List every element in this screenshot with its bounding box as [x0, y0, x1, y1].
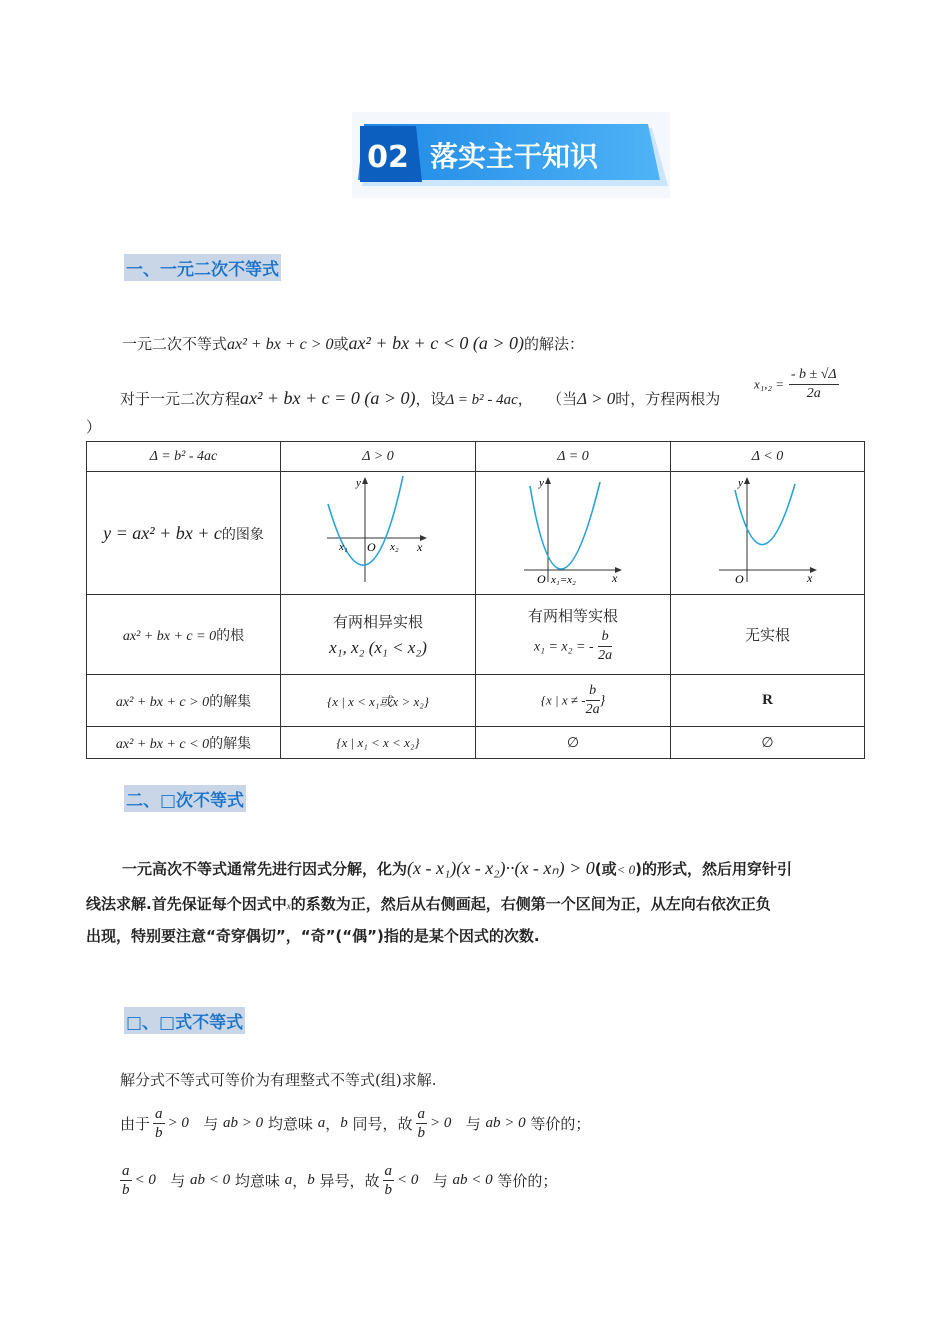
section-heading-2: 二、□次不等式 [124, 785, 246, 812]
math-numerator: a [417, 1105, 426, 1122]
math-ab-positive: ab > 0 [485, 1114, 526, 1131]
high-degree-line-3: 出现，特别要注意“奇穿偶切”，“奇”(“偶”)指的是某个因式的次数. [86, 927, 540, 945]
double-root-label: x₁=x₂ [551, 574, 576, 586]
math-function: y = ax² + bx + c [103, 522, 222, 543]
math-numerator: b [598, 628, 612, 647]
math-set-rhs: } [599, 693, 606, 709]
math-denominator: 2a [598, 647, 613, 663]
fraction [586, 682, 600, 719]
origin-label: O [367, 540, 376, 554]
math-ab-negative: ab < 0 [452, 1171, 493, 1188]
text: (或 [594, 860, 617, 878]
math-denominator: b [417, 1124, 426, 1141]
math-gt0: > 0 [167, 1114, 189, 1131]
fraction [416, 1105, 428, 1142]
math-discriminant: Δ = b² - 4ac [445, 392, 518, 408]
fraction [598, 628, 612, 665]
math-numerator: a [384, 1162, 392, 1179]
math-numerator: b [586, 682, 600, 701]
graph-cell-zero [476, 472, 671, 595]
parabola-graph-no-roots [713, 474, 823, 588]
header-cell: Δ > 0 [281, 442, 476, 472]
text: 时，方程两根为 [615, 390, 721, 408]
parabola-graph-two-roots [323, 474, 433, 588]
math-denominator: 2a [585, 702, 600, 717]
high-degree-line-1 [122, 858, 792, 879]
paren-close: ） [86, 418, 102, 436]
gt-cell-negative: R [671, 675, 865, 727]
text: 与 [170, 1171, 186, 1190]
fraction [383, 1162, 395, 1199]
text: 的解集 [209, 735, 252, 752]
root-label-x1: x₁ [339, 541, 348, 553]
section-banner [352, 112, 670, 198]
text-or: 或 [333, 335, 349, 353]
math-factored-form: (x - x₁)(x - x₂)··(x - xₙ) > 0 [407, 858, 595, 878]
text: )的形式，然后用穿针引 [635, 860, 792, 878]
math-denominator: b [155, 1124, 163, 1141]
fraction-intro-line: 解分式不等式可等价为有理整式不等式(组)求解. [120, 1071, 437, 1089]
lt-cell-negative: ∅ [671, 727, 865, 759]
text: ，设 [415, 390, 446, 408]
graph-cell-positive [281, 472, 476, 595]
math-ab-positive: ab > 0 [223, 1114, 264, 1131]
math-inequality-1: ax² + bx + c > 0 [227, 336, 334, 353]
graph-cell-negative [671, 472, 865, 595]
roots-cell-positive [281, 595, 476, 675]
text: 有两相异实根 [332, 613, 423, 631]
text: 一元二次不等式 [122, 335, 228, 353]
math-gt0: > 0 [430, 1114, 452, 1131]
axis-label-y: y [539, 477, 544, 489]
graph-label-cell [87, 472, 281, 595]
axis-label-y: y [737, 477, 743, 489]
banner-title: 落实主干知识 [430, 140, 599, 173]
text: ， [517, 390, 533, 408]
high-degree-line-2 [86, 893, 771, 914]
math-equation: ax² + bx + c = 0 [122, 628, 217, 644]
math-b: b [340, 1114, 348, 1131]
parabola-graph-double-root [518, 474, 628, 588]
fraction-rule-negative [120, 1156, 557, 1204]
roots-fraction [789, 366, 839, 403]
banner-number: 02 [367, 140, 409, 175]
text: 等价的； [530, 1114, 591, 1133]
table-header-row [87, 442, 865, 472]
text: 线法求解.首先保证每个因式中 [86, 895, 287, 913]
text: 均意味 [267, 1114, 313, 1133]
intro-line [122, 333, 584, 354]
lt-cell-zero: ∅ [476, 727, 671, 759]
origin-label: O [734, 572, 744, 586]
math-roots-lhs: x₁ = x₂ = - [533, 639, 594, 654]
text: 等价的； [497, 1171, 558, 1190]
text: 的根 [216, 627, 245, 644]
math-inequality: ax² + bx + c > 0 [115, 694, 210, 710]
header-cell: Δ = b² - 4ac [87, 442, 281, 472]
quadratic-table [86, 441, 865, 759]
math-roots: x₁, x₂ (x₁ < x₂) [329, 638, 427, 657]
text: 均意味 [234, 1171, 280, 1190]
math-inequality: ax² + bx + c < 0 [115, 736, 210, 752]
text: 与 [432, 1171, 448, 1190]
text: 对于一元二次方程 [120, 390, 241, 408]
text: 一元高次不等式通常先进行因式分解，化为 [122, 860, 408, 878]
table-row-graph [87, 472, 865, 595]
roots-formula [754, 366, 839, 403]
math-numerator: a [122, 1162, 130, 1179]
math-numerator: a [155, 1105, 163, 1122]
text: （当 [547, 390, 578, 408]
fraction-rule-positive [120, 1099, 590, 1147]
text: 由于 [120, 1114, 151, 1133]
math-ab-negative: ab < 0 [189, 1171, 231, 1188]
axis-label-y: y [356, 477, 361, 489]
math-lt0: < 0 [134, 1171, 156, 1188]
table-row-gt [87, 675, 865, 727]
text: ， [325, 1114, 341, 1133]
text: ， [292, 1171, 308, 1190]
axis-label-x: x [417, 540, 423, 554]
text: 的解集 [209, 693, 252, 710]
math-b: b [307, 1171, 315, 1188]
math-denominator: 2a [806, 386, 821, 401]
text: 同号，故 [352, 1114, 413, 1133]
equation-line [120, 388, 720, 409]
math-lt0: < 0 [397, 1171, 419, 1188]
math-lt0: < 0 [616, 862, 636, 877]
text: 异号，故 [319, 1171, 380, 1190]
text: 有两相等实根 [527, 606, 618, 625]
math-x: x [286, 901, 291, 911]
origin-label: O [537, 572, 546, 586]
header-cell: Δ = 0 [476, 442, 671, 472]
roots-cell-zero [476, 595, 671, 675]
math-condition: Δ > 0 [577, 389, 616, 408]
gt-label-cell [87, 675, 281, 727]
fraction [120, 1162, 132, 1199]
section-heading-3: □、□式不等式 [124, 1007, 245, 1034]
math-denominator: b [122, 1181, 130, 1198]
lt-cell-positive: {x | x₁ < x < x₂} [281, 727, 476, 759]
text: 与 [203, 1114, 219, 1133]
math-a: a [317, 1114, 326, 1131]
math-set-lhs: {x | x ≠ - [540, 692, 586, 708]
math-equation: ax² + bx + c = 0 (a > 0) [240, 388, 416, 408]
math-roots-lhs: x₁,₂ = [754, 376, 785, 392]
gt-cell-zero [476, 675, 671, 727]
table-row-lt [87, 727, 865, 759]
math-numerator: - b ± √Δ [789, 366, 839, 385]
root-label-x2: x₂ [390, 541, 399, 553]
math-denominator: b [384, 1181, 392, 1198]
axis-label-x: x [806, 571, 812, 585]
axis-label-x: x [612, 571, 618, 585]
roots-label-cell [87, 595, 281, 675]
section-heading-1: 一、一元二次不等式 [124, 254, 281, 281]
roots-cell-negative: 无实根 [671, 595, 865, 675]
text: 的解法： [523, 335, 584, 353]
text: 的图象 [221, 526, 264, 543]
table-row-roots [87, 595, 865, 675]
fraction [153, 1105, 165, 1142]
text: 的系数为正，然后从右侧画起，右侧第一个区间为正，从左向右依次正负 [290, 895, 771, 913]
math-inequality-2: ax² + bx + c < 0 (a > 0) [348, 333, 524, 353]
text: 与 [465, 1114, 481, 1133]
gt-cell-positive: {x | x < x₁或x > x₂} [281, 675, 476, 727]
header-cell: Δ < 0 [671, 442, 865, 472]
math-a: a [284, 1171, 293, 1188]
lt-label-cell [87, 727, 281, 759]
